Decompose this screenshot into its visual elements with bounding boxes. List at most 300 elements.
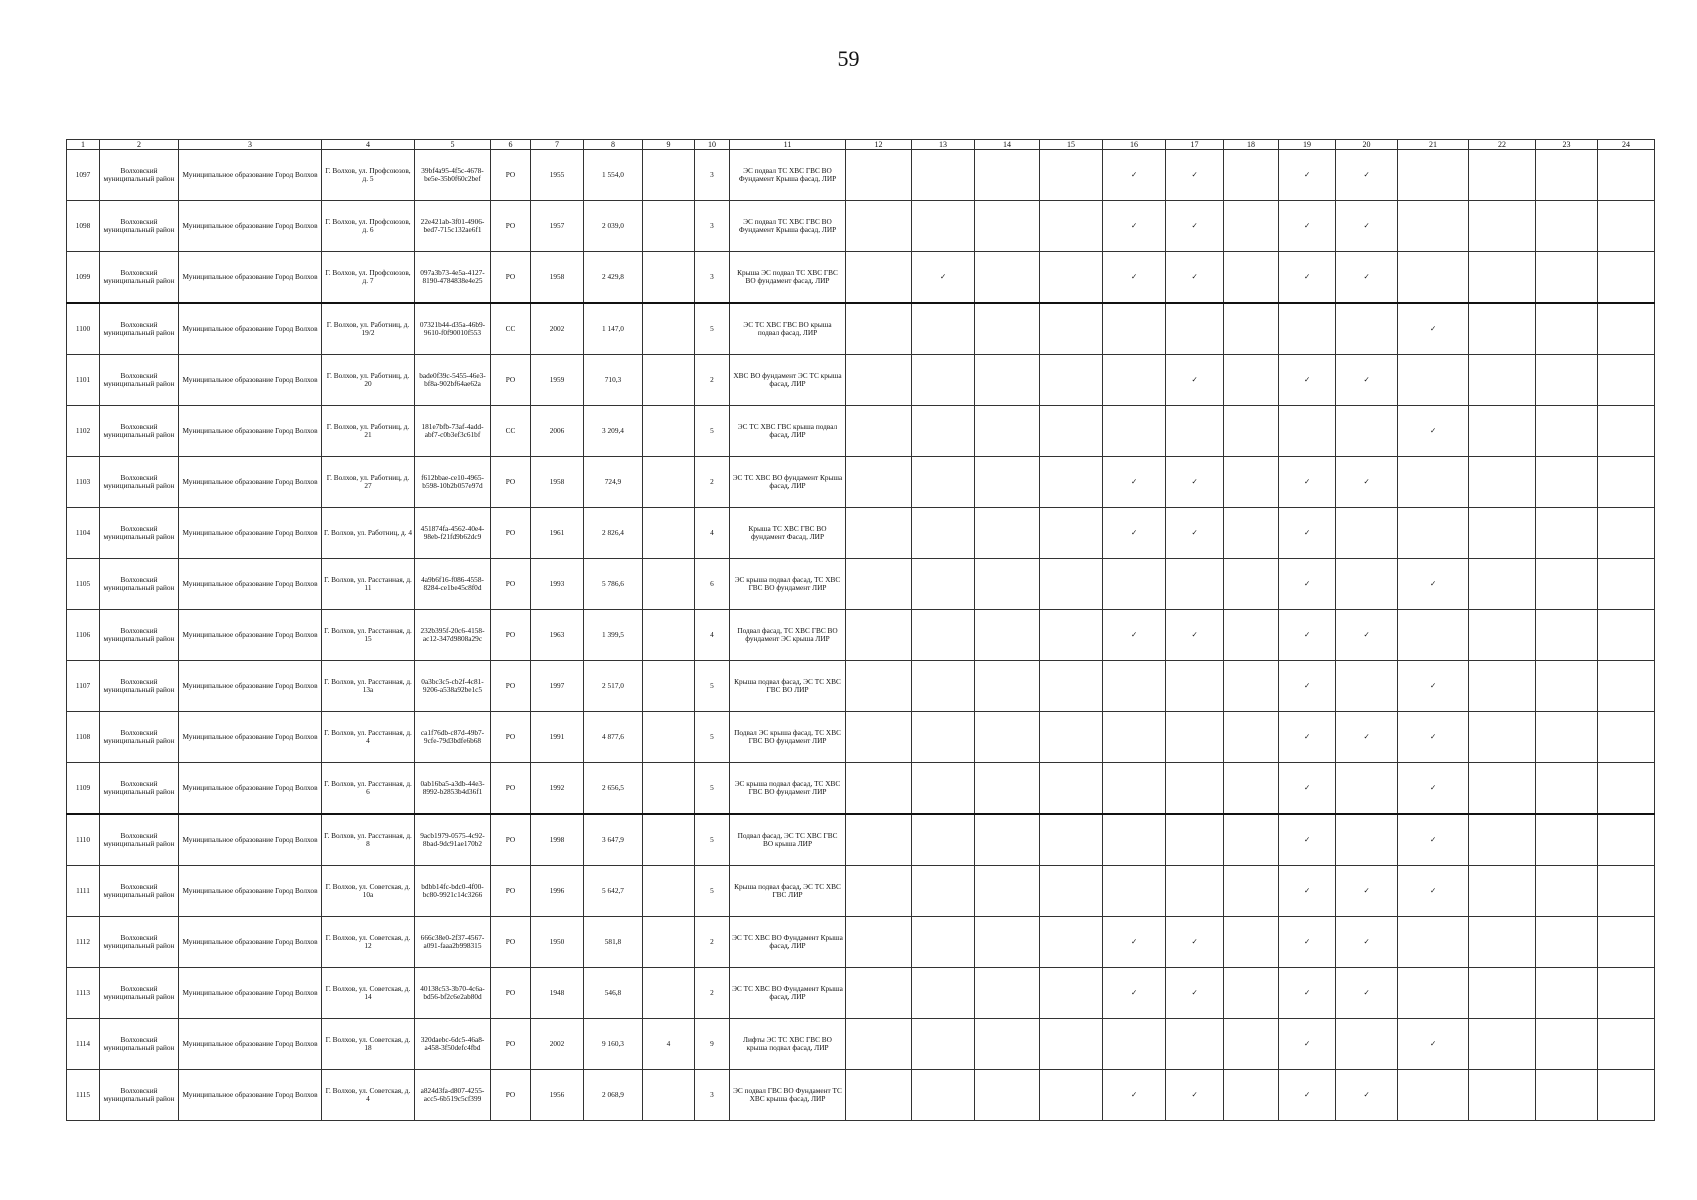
area-cell: 581,8 [584,917,643,968]
type-cell: РО [491,610,531,661]
check-mark-icon: ✓ [1279,814,1336,866]
empty-cell [912,814,975,866]
column-10-cell: 5 [695,866,730,917]
row-number: 1107 [67,661,100,712]
empty-cell [1536,355,1598,406]
area-cell: 9 160,3 [584,1019,643,1070]
check-mark-icon: ✓ [1279,508,1336,559]
empty-cell [1536,559,1598,610]
column-header: 11 [730,140,846,150]
year-cell: 2002 [531,303,584,355]
empty-cell [1040,917,1103,968]
year-cell: 1957 [531,201,584,252]
empty-cell [1279,406,1336,457]
guid-cell: 097a3b73-4e5a-4127-8190-4784838e4e25 [415,252,491,304]
guid-cell: bade0f39c-5455-46e3-bf8a-902bf64ae62a [415,355,491,406]
empty-cell [846,763,912,815]
column-header: 19 [1279,140,1336,150]
area-cell: 3 209,4 [584,406,643,457]
district-cell: Волховский муниципальный район [100,303,179,355]
column-10-cell: 3 [695,201,730,252]
check-mark-icon: ✓ [1166,968,1224,1019]
page-number: 59 [837,46,860,71]
table-row [67,303,1655,355]
column-header: 8 [584,140,643,150]
district-cell: Волховский муниципальный район [100,508,179,559]
row-number: 1112 [67,917,100,968]
empty-cell [1469,866,1536,917]
guid-cell: 666c38e0-2f37-4567-a091-faaa2b998315 [415,917,491,968]
check-mark-icon: ✓ [1398,406,1469,457]
empty-cell [846,252,912,304]
check-mark-icon: ✓ [1279,252,1336,304]
empty-cell [1469,1070,1536,1121]
column-header: 6 [491,140,531,150]
empty-cell [1040,559,1103,610]
empty-cell [846,814,912,866]
empty-cell [1103,661,1166,712]
municipality-cell: Муниципальное образование Город Волхов [179,968,322,1019]
empty-cell [1103,712,1166,763]
municipality-cell: Муниципальное образование Город Волхов [179,610,322,661]
column-header: 1 [67,140,100,150]
year-cell: 2006 [531,406,584,457]
check-mark-icon: ✓ [1103,150,1166,201]
year-cell: 1961 [531,508,584,559]
empty-cell [1166,661,1224,712]
column-10-cell: 9 [695,1019,730,1070]
column-header: 15 [1040,140,1103,150]
column-10-cell: 5 [695,763,730,815]
type-cell: РО [491,814,531,866]
empty-cell [846,355,912,406]
check-mark-icon: ✓ [1166,1070,1224,1121]
column-10-cell: 4 [695,508,730,559]
works-cell: ЭС ТС ХВС ВО фундамент Крыша фасад, ЛИР [730,457,846,508]
guid-cell: 39bf4a95-4f5c-4678-be5e-35b0f60c2bef [415,150,491,201]
empty-cell [912,712,975,763]
area-cell: 2 039,0 [584,201,643,252]
address-cell: Г. Волхов, ул. Советская, д. 10а [322,866,415,917]
empty-cell [912,1070,975,1121]
district-cell: Волховский муниципальный район [100,1019,179,1070]
guid-cell: 9acb1979-0575-4c92-8bad-9dc91ae170b2 [415,814,491,866]
check-mark-icon: ✓ [1398,763,1469,815]
table-row [67,1019,1655,1070]
check-mark-icon: ✓ [1279,866,1336,917]
column-9-cell [643,814,695,866]
empty-cell [1336,763,1398,815]
row-number: 1111 [67,866,100,917]
row-number: 1101 [67,355,100,406]
empty-cell [1224,355,1279,406]
area-cell: 546,8 [584,968,643,1019]
empty-cell [1598,355,1655,406]
row-number: 1113 [67,968,100,1019]
works-cell: Подвал ЭС крыша фасад, ТС ХВС ГВС ВО фундамент ЛИР [730,712,846,763]
column-header: 5 [415,140,491,150]
district-cell: Волховский муниципальный район [100,150,179,201]
empty-cell [846,406,912,457]
address-cell: Г. Волхов, ул. Работниц, д. 19/2 [322,303,415,355]
works-cell: ЭС ТС ХВС ГВС крыша подвал фасад, ЛИР [730,406,846,457]
row-number: 1103 [67,457,100,508]
empty-cell [1279,303,1336,355]
empty-cell [1469,968,1536,1019]
row-number: 1100 [67,303,100,355]
empty-cell [1040,1070,1103,1121]
column-9-cell [643,150,695,201]
check-mark-icon: ✓ [1336,917,1398,968]
check-mark-icon: ✓ [1336,150,1398,201]
empty-cell [1398,457,1469,508]
column-header: 3 [179,140,322,150]
row-number: 1110 [67,814,100,866]
empty-cell [975,457,1040,508]
empty-cell [846,1070,912,1121]
municipality-cell: Муниципальное образование Город Волхов [179,1019,322,1070]
empty-cell [846,917,912,968]
check-mark-icon: ✓ [1398,559,1469,610]
column-10-cell: 4 [695,610,730,661]
empty-cell [846,201,912,252]
empty-cell [1336,559,1398,610]
address-cell: Г. Волхов, ул. Советская, д. 4 [322,1070,415,1121]
column-9-cell [643,661,695,712]
type-cell: РО [491,917,531,968]
column-10-cell: 2 [695,457,730,508]
empty-cell [846,610,912,661]
year-cell: 1950 [531,917,584,968]
municipality-cell: Муниципальное образование Город Волхов [179,661,322,712]
empty-cell [1469,559,1536,610]
table-row [67,1070,1655,1121]
empty-cell [1040,814,1103,866]
empty-cell [1598,201,1655,252]
check-mark-icon: ✓ [1166,508,1224,559]
empty-cell [1224,866,1279,917]
empty-cell [846,1019,912,1070]
empty-cell [1598,508,1655,559]
empty-cell [1469,508,1536,559]
table-body [67,150,1655,1121]
guid-cell: bdbb14fc-bdc0-4f00-bc80-9921c14c3266 [415,866,491,917]
empty-cell [1598,1070,1655,1121]
empty-cell [1398,968,1469,1019]
municipality-cell: Муниципальное образование Город Волхов [179,814,322,866]
year-cell: 2002 [531,1019,584,1070]
check-mark-icon: ✓ [1336,355,1398,406]
type-cell: РО [491,150,531,201]
column-9-cell [643,763,695,815]
type-cell: РО [491,1019,531,1070]
empty-cell [846,457,912,508]
empty-cell [1224,610,1279,661]
check-mark-icon: ✓ [1166,252,1224,304]
address-cell: Г. Волхов, ул. Расстанная, д. 13а [322,661,415,712]
empty-cell [1336,303,1398,355]
empty-cell [975,406,1040,457]
guid-cell: 181e7bfb-73af-4add-abf7-c0b3ef3c61bf [415,406,491,457]
row-number: 1105 [67,559,100,610]
column-9-cell [643,1070,695,1121]
empty-cell [1469,814,1536,866]
column-9-cell [643,968,695,1019]
empty-cell [1398,1070,1469,1121]
column-10-cell: 2 [695,968,730,1019]
column-10-cell: 3 [695,150,730,201]
type-cell: РО [491,457,531,508]
empty-cell [1040,252,1103,304]
column-header: 13 [912,140,975,150]
district-cell: Волховский муниципальный район [100,712,179,763]
empty-cell [1469,610,1536,661]
table-row [67,917,1655,968]
district-cell: Волховский муниципальный район [100,763,179,815]
empty-cell [975,917,1040,968]
district-cell: Волховский муниципальный район [100,457,179,508]
check-mark-icon: ✓ [1398,866,1469,917]
works-cell: ЭС подвал ТС ХВС ГВС ВО Фундамент Крыша фасад, ЛИР [730,150,846,201]
empty-cell [1103,814,1166,866]
row-number: 1115 [67,1070,100,1121]
empty-cell [1536,917,1598,968]
empty-cell [846,508,912,559]
empty-cell [912,866,975,917]
empty-cell [1040,610,1103,661]
empty-cell [1166,814,1224,866]
empty-cell [1536,457,1598,508]
empty-cell [912,201,975,252]
type-cell: РО [491,712,531,763]
type-cell: РО [491,968,531,1019]
address-cell: Г. Волхов, ул. Советская, д. 14 [322,968,415,1019]
empty-cell [1103,355,1166,406]
empty-cell [1224,406,1279,457]
address-cell: Г. Волхов, ул. Работниц, д. 20 [322,355,415,406]
municipality-cell: Муниципальное образование Город Волхов [179,508,322,559]
empty-cell [1040,1019,1103,1070]
check-mark-icon: ✓ [1279,661,1336,712]
works-cell: ЭС подвал ТС ХВС ГВС ВО Фундамент Крыша фасад, ЛИР [730,201,846,252]
column-header: 21 [1398,140,1469,150]
check-mark-icon: ✓ [1166,201,1224,252]
check-mark-icon: ✓ [1336,1070,1398,1121]
row-number: 1097 [67,150,100,201]
empty-cell [1398,610,1469,661]
check-mark-icon: ✓ [1398,712,1469,763]
table-row [67,763,1655,815]
address-cell: Г. Волхов, ул. Советская, д. 18 [322,1019,415,1070]
check-mark-icon: ✓ [1103,610,1166,661]
district-cell: Волховский муниципальный район [100,559,179,610]
row-number: 1108 [67,712,100,763]
check-mark-icon: ✓ [1279,457,1336,508]
empty-cell [846,150,912,201]
type-cell: РО [491,355,531,406]
row-number: 1104 [67,508,100,559]
empty-cell [912,968,975,1019]
area-cell: 724,9 [584,457,643,508]
address-cell: Г. Волхов, ул. Работниц, д. 27 [322,457,415,508]
address-cell: Г. Волхов, ул. Профсоюзов, д. 7 [322,252,415,304]
table-row [67,508,1655,559]
year-cell: 1993 [531,559,584,610]
empty-cell [1224,1070,1279,1121]
column-9-cell [643,610,695,661]
year-cell: 1992 [531,763,584,815]
empty-cell [1598,610,1655,661]
empty-cell [975,508,1040,559]
works-cell: ХВС ВО фундамент ЭС ТС крыша фасад, ЛИР [730,355,846,406]
check-mark-icon: ✓ [1336,201,1398,252]
empty-cell [1103,303,1166,355]
municipality-cell: Муниципальное образование Город Волхов [179,303,322,355]
empty-cell [1536,303,1598,355]
address-cell: Г. Волхов, ул. Профсоюзов, д. 6 [322,201,415,252]
empty-cell [1224,661,1279,712]
address-cell: Г. Волхов, ул. Работниц, д. 4 [322,508,415,559]
empty-cell [1040,508,1103,559]
district-cell: Волховский муниципальный район [100,1070,179,1121]
empty-cell [975,1019,1040,1070]
address-cell: Г. Волхов, ул. Работниц, д. 21 [322,406,415,457]
row-number: 1102 [67,406,100,457]
check-mark-icon: ✓ [1103,508,1166,559]
works-cell: ЭС ТС ХВС ГВС ВО крыша подвал фасад, ЛИР [730,303,846,355]
empty-cell [1536,866,1598,917]
municipality-cell: Муниципальное образование Город Волхов [179,559,322,610]
empty-cell [912,355,975,406]
column-9-cell [643,866,695,917]
empty-cell [1469,457,1536,508]
empty-cell [1536,150,1598,201]
empty-cell [1398,252,1469,304]
column-10-cell: 5 [695,814,730,866]
type-cell: СС [491,303,531,355]
guid-cell: 22e421ab-3f01-4906-bed7-715c132ae6f1 [415,201,491,252]
empty-cell [846,661,912,712]
type-cell: РО [491,661,531,712]
empty-cell [1040,457,1103,508]
empty-cell [975,1070,1040,1121]
year-cell: 1958 [531,252,584,304]
empty-cell [975,763,1040,815]
year-cell: 1948 [531,968,584,1019]
check-mark-icon: ✓ [1279,917,1336,968]
address-cell: Г. Волхов, ул. Советская, д. 12 [322,917,415,968]
empty-cell [1536,763,1598,815]
empty-cell [1224,508,1279,559]
year-cell: 1996 [531,866,584,917]
column-10-cell: 3 [695,252,730,304]
empty-cell [1536,661,1598,712]
empty-cell [846,712,912,763]
column-10-cell: 6 [695,559,730,610]
empty-cell [1598,814,1655,866]
empty-cell [975,968,1040,1019]
empty-cell [846,968,912,1019]
check-mark-icon: ✓ [1398,814,1469,866]
district-cell: Волховский муниципальный район [100,201,179,252]
guid-cell: f612bbae-ce10-4965-b598-10b2b057e97d [415,457,491,508]
empty-cell [1224,814,1279,866]
column-header: 17 [1166,140,1224,150]
empty-cell [1336,661,1398,712]
check-mark-icon: ✓ [1279,712,1336,763]
district-cell: Волховский муниципальный район [100,406,179,457]
column-9-cell [643,508,695,559]
empty-cell [1166,763,1224,815]
row-number: 1106 [67,610,100,661]
type-cell: РО [491,508,531,559]
empty-cell [1103,763,1166,815]
municipality-cell: Муниципальное образование Город Волхов [179,1070,322,1121]
empty-cell [1398,150,1469,201]
column-header: 23 [1536,140,1598,150]
empty-cell [1398,917,1469,968]
area-cell: 1 399,5 [584,610,643,661]
empty-cell [1598,712,1655,763]
area-cell: 2 826,4 [584,508,643,559]
area-cell: 2 656,5 [584,763,643,815]
table-row [67,661,1655,712]
type-cell: РО [491,1070,531,1121]
empty-cell [1398,201,1469,252]
year-cell: 1998 [531,814,584,866]
empty-cell [1166,303,1224,355]
municipality-cell: Муниципальное образование Город Волхов [179,252,322,304]
empty-cell [912,1019,975,1070]
check-mark-icon: ✓ [1279,559,1336,610]
row-number: 1098 [67,201,100,252]
check-mark-icon: ✓ [1336,610,1398,661]
check-mark-icon: ✓ [1103,968,1166,1019]
municipality-cell: Муниципальное образование Город Волхов [179,150,322,201]
empty-cell [975,661,1040,712]
empty-cell [1040,201,1103,252]
empty-cell [1224,457,1279,508]
empty-cell [1103,406,1166,457]
works-cell: Крыша подвал фасад, ЭС ТС ХВС ГВС ЛИР [730,866,846,917]
empty-cell [1598,968,1655,1019]
column-header: 14 [975,140,1040,150]
district-cell: Волховский муниципальный район [100,968,179,1019]
check-mark-icon: ✓ [1103,252,1166,304]
guid-cell: 451874fa-4562-40e4-98eb-f21fd9b62dc9 [415,508,491,559]
empty-cell [1040,355,1103,406]
empty-cell [1336,1019,1398,1070]
check-mark-icon: ✓ [912,252,975,304]
works-cell: Крыша ТС ХВС ГВС ВО фундамент Фасад, ЛИР [730,508,846,559]
empty-cell [1469,917,1536,968]
column-9-cell [643,201,695,252]
year-cell: 1963 [531,610,584,661]
area-cell: 2 517,0 [584,661,643,712]
column-header: 16 [1103,140,1166,150]
area-cell: 3 647,9 [584,814,643,866]
check-mark-icon: ✓ [1336,252,1398,304]
table-row [67,814,1655,866]
guid-cell: a824d3fa-d807-4255-acc5-6b519c5cf399 [415,1070,491,1121]
check-mark-icon: ✓ [1279,763,1336,815]
empty-cell [1536,406,1598,457]
area-cell: 5 786,6 [584,559,643,610]
empty-cell [1536,252,1598,304]
year-cell: 1997 [531,661,584,712]
registry-table [66,139,1655,1121]
empty-cell [1598,559,1655,610]
